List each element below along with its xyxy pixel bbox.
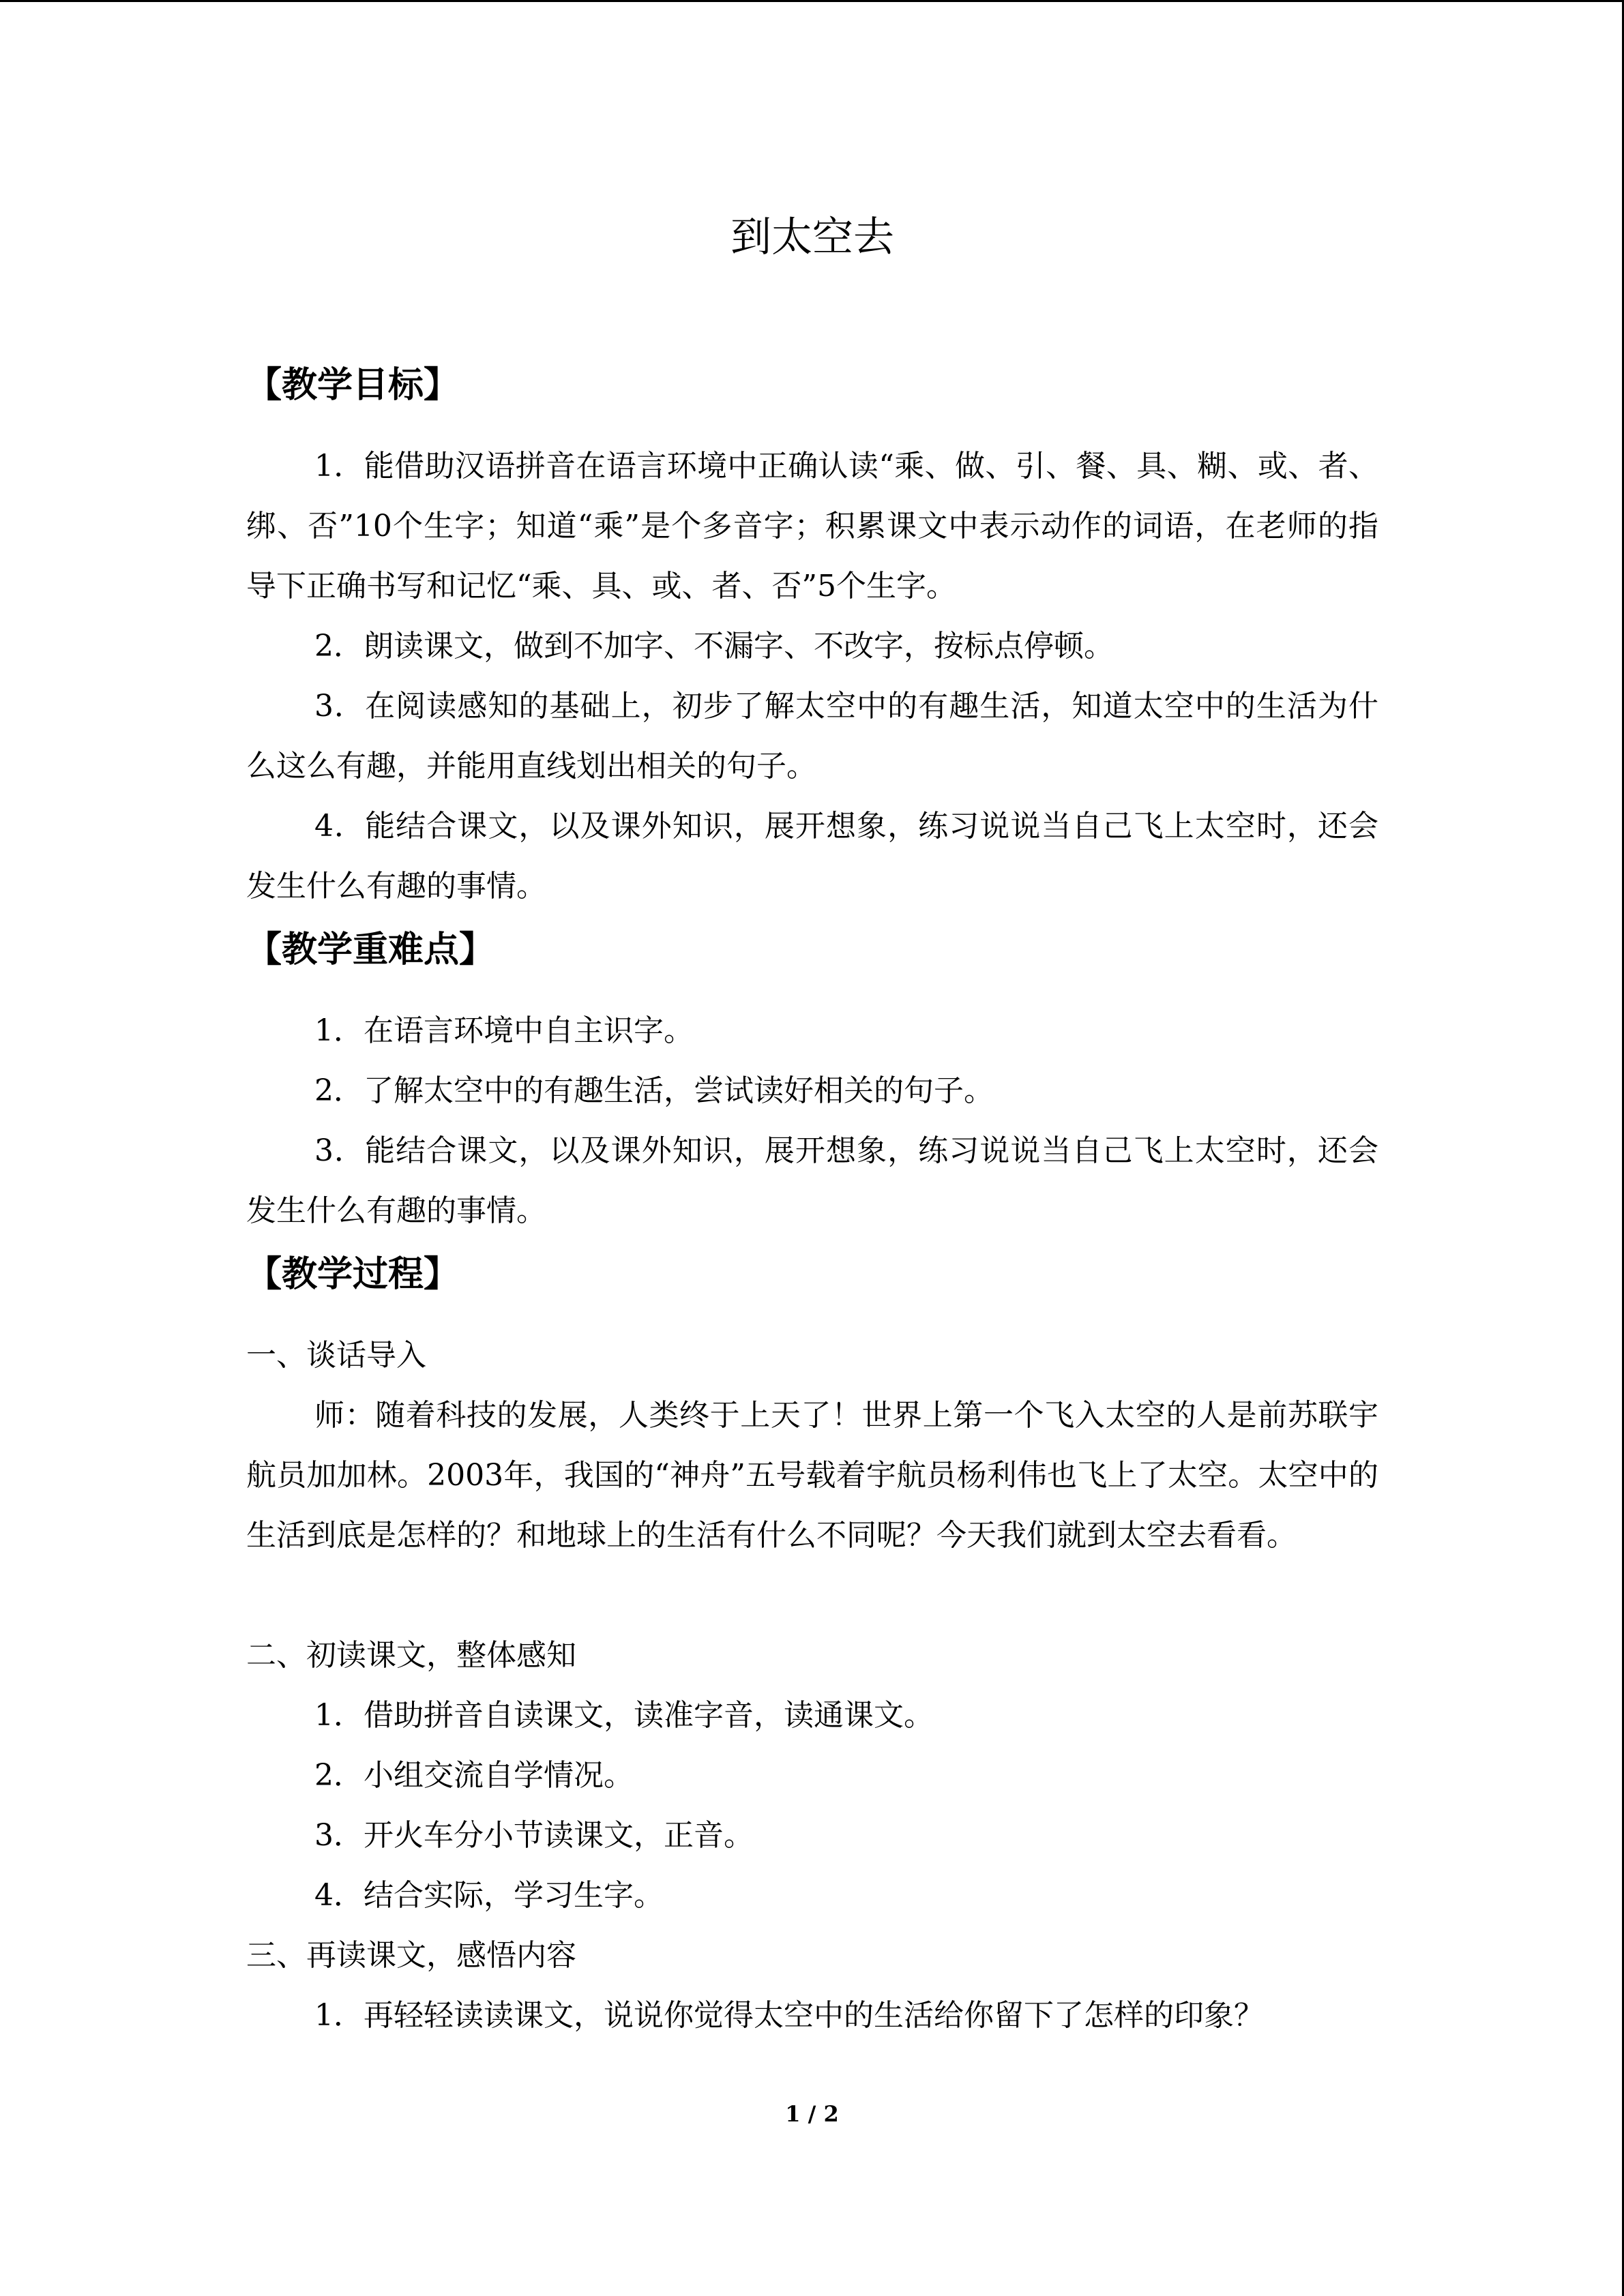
key-point-item-2: 2．了解太空中的有趣生活，尝试读好相关的句子。 bbox=[314, 1073, 994, 1108]
process-part-1-title: 一、谈话导入 bbox=[246, 1338, 426, 1373]
section-heading-key-points: 【教学重难点】 bbox=[246, 929, 495, 970]
process-part-2-item-2: 2．小组交流自学情况。 bbox=[314, 1758, 634, 1793]
page-number: 1 / 2 bbox=[785, 2101, 839, 2127]
section-heading-process: 【教学过程】 bbox=[246, 1254, 460, 1295]
process-part-2-item-3: 3．开火车分小节读课文，正音。 bbox=[314, 1818, 754, 1853]
process-part-2-item-1: 1．借助拼音自读课文，读准字音，读通课文。 bbox=[314, 1698, 934, 1733]
process-part-2-title: 二、初读课文，整体感知 bbox=[246, 1638, 576, 1673]
goal-item-3: 3．在阅读感知的基础上，初步了解太空中的有趣生活，知道太空中的生活为什么这么有趣，并能用直线划出相关的句子。 bbox=[246, 689, 1378, 784]
section-heading-goals: 【教学目标】 bbox=[246, 365, 460, 406]
key-point-item-1: 1．在语言环境中自主识字。 bbox=[314, 1013, 694, 1048]
top-border-line bbox=[0, 0, 1624, 2]
process-part-2-item-4: 4．结合实际，学习生字。 bbox=[314, 1878, 664, 1913]
goal-item-1: 1．能借助汉语拼音在语言环境中正确认读“乘、做、引、餐、具、糊、或、者、绑、否”10个生字；知道“乘”是个多音字；积累课文中表示动作的词语，在老师的指导下正确书写和记忆“乘、具、或、者、否”5个生字。 bbox=[246, 449, 1378, 603]
process-part-3-item-1: 1．再轻轻读读课文，说说你觉得太空中的生活给你留下了怎样的印象？ bbox=[314, 1998, 1264, 2033]
goal-item-4: 4．能结合课文，以及课外知识，展开想象，练习说说当自己飞上太空时，还会发生什么有趣的事情。 bbox=[246, 809, 1378, 904]
process-part-1-text: 师：随着科技的发展，人类终于上天了！世界上第一个飞入太空的人是前苏联宇航员加加林。2003年，我国的“神舟”五号载着宇航员杨利伟也飞上了太空。太空中的生活到底是怎样的？和地球上的生活有什么不同呢？今天我们就到太空去看看。 bbox=[246, 1398, 1378, 1553]
document-title: 到太空去 bbox=[730, 213, 894, 261]
process-part-3-title: 三、再读课文，感悟内容 bbox=[246, 1938, 576, 1973]
goal-item-2: 2．朗读课文，做到不加字、不漏字、不改字，按标点停顿。 bbox=[314, 629, 1114, 664]
key-point-item-3: 3．能结合课文，以及课外知识，展开想象，练习说说当自己飞上太空时，还会发生什么有趣的事情。 bbox=[246, 1133, 1378, 1228]
